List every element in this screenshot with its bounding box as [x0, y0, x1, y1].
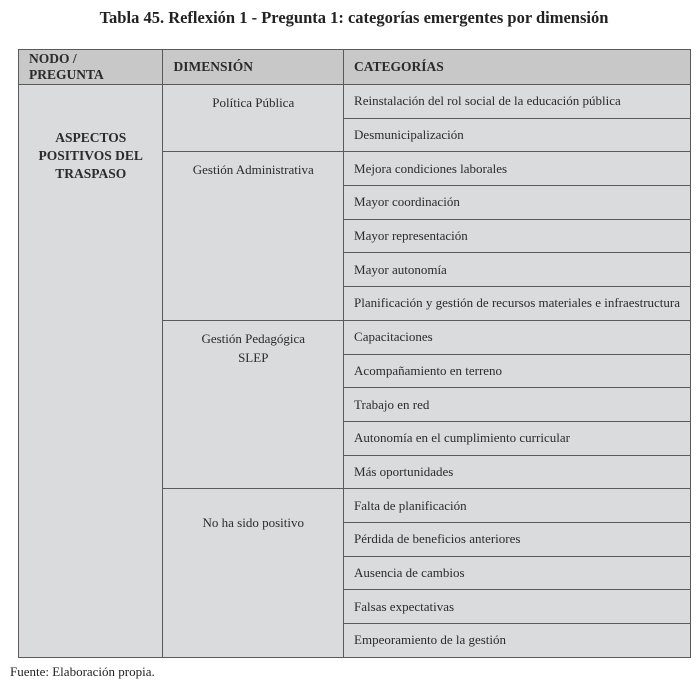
table-row — [19, 85, 691, 119]
category-cell: Mayor coordinación — [344, 186, 691, 220]
header-row — [19, 50, 691, 85]
category-cell: Pérdida de beneficios anteriores — [344, 522, 691, 556]
category-cell: Autonomía en el cumplimiento curricular — [344, 421, 691, 455]
category-cell: Empeoramiento de la gestión — [344, 624, 691, 658]
category-cell: Planificación y gestión de recursos materiales e infraestructura — [344, 287, 691, 321]
category-cell: Reinstalación del rol social de la educación pública — [344, 85, 691, 119]
dimension-cell: No ha sido positivo — [163, 489, 344, 657]
category-cell: Mejora condiciones laborales — [344, 152, 691, 186]
dimension-cell: Gestión Pedagógica SLEP — [163, 320, 344, 488]
category-cell: Falsas expectativas — [344, 590, 691, 624]
header-categories: CATEGORÍAS — [344, 50, 691, 85]
node-cell: ASPECTOS POSITIVOS DEL TRASPASO — [19, 85, 163, 658]
category-cell: Mayor autonomía — [344, 253, 691, 287]
category-cell: Falta de planificación — [344, 489, 691, 523]
source-note: Fuente: Elaboración propia. — [10, 664, 155, 679]
category-cell: Capacitaciones — [344, 320, 691, 354]
category-cell: Ausencia de cambios — [344, 556, 691, 590]
header-node: NODO / PREGUNTA — [19, 50, 163, 85]
dimension-cell: Política Pública — [163, 85, 344, 152]
category-cell: Mayor representación — [344, 219, 691, 253]
category-cell: Más oportunidades — [344, 455, 691, 489]
category-cell: Trabajo en red — [344, 388, 691, 422]
category-cell: Acompañamiento en terreno — [344, 354, 691, 388]
category-cell: Desmunicipalización — [344, 118, 691, 152]
table-title: Tabla 45. Reflexión 1 - Pregunta 1: categorías emergentes por dimensión — [99, 8, 609, 27]
header-dimension: DIMENSIÓN — [163, 50, 344, 85]
dimension-cell: Gestión Administrativa — [163, 152, 344, 320]
categories-table — [18, 49, 691, 658]
